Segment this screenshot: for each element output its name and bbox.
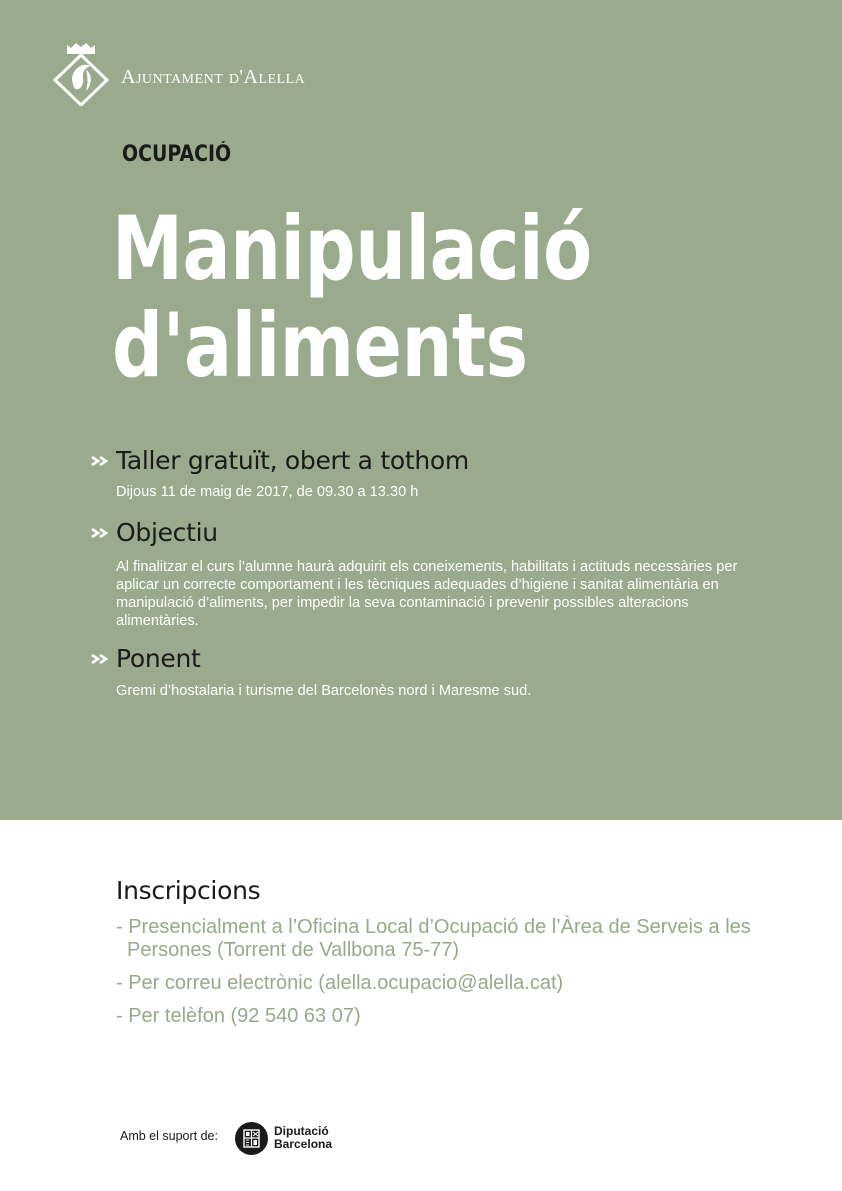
title-line-2: d'aliments xyxy=(112,294,528,397)
category-label: OCUPACIÓ xyxy=(122,142,232,167)
section-workshop xyxy=(90,446,790,501)
inscription-item-in-person: - Presencialment a l’Oficina Local d’Ocupació de l’Àrea de Serveis a les Persones (Torrent de Vallbona 75-77) xyxy=(116,916,756,962)
page-title xyxy=(112,197,592,397)
support-label: Amb el suport de: xyxy=(120,1129,218,1143)
section-heading-speaker: Ponent xyxy=(116,644,201,673)
organization-name: Ajuntament d'Alella xyxy=(121,66,306,88)
double-chevron-icon xyxy=(90,454,112,468)
section-heading-objective: Objectiu xyxy=(116,518,218,547)
section-objective xyxy=(90,518,790,630)
double-chevron-icon xyxy=(90,652,112,666)
inscription-item-phone: - Per telèfon (92 540 63 07) xyxy=(116,1005,756,1028)
title-line-1: Manipulació xyxy=(112,197,592,300)
inscription-item-email: - Per correu electrònic (alella.ocupacio@alella.cat) xyxy=(116,972,756,995)
alella-crest-icon xyxy=(52,42,110,106)
section-text-objective: Al finalitzar el curs l’alumne haurà adquirit els coneixements, habilitats i actituds necessàries per aplicar un correcte comportament i les tècniques adequades d’higiene i sanitat alimentària en manipulació d’aliments, per impedir la seva contaminació i prevenir possibles alteracions alimentàries. xyxy=(116,559,738,629)
inscriptions-heading: Inscripcions xyxy=(116,876,261,905)
section-heading-workshop: Taller gratuït, obert a tothom xyxy=(116,446,469,475)
diputacio-barcelona-logo-icon xyxy=(235,1122,268,1155)
sponsor-name-line-1: Diputació xyxy=(274,1124,329,1138)
inscriptions-list xyxy=(116,916,756,1038)
section-speaker xyxy=(90,644,790,700)
section-text-speaker: Gremi d’hostalaria i turisme del Barcelonès nord i Maresme sud. xyxy=(116,683,532,699)
double-chevron-icon xyxy=(90,526,112,540)
sponsor-name xyxy=(274,1125,332,1151)
sponsor-name-line-2: Barcelona xyxy=(274,1137,333,1151)
section-text-date: Dijous 11 de maig de 2017, de 09.30 a 13.30 h xyxy=(116,484,419,500)
